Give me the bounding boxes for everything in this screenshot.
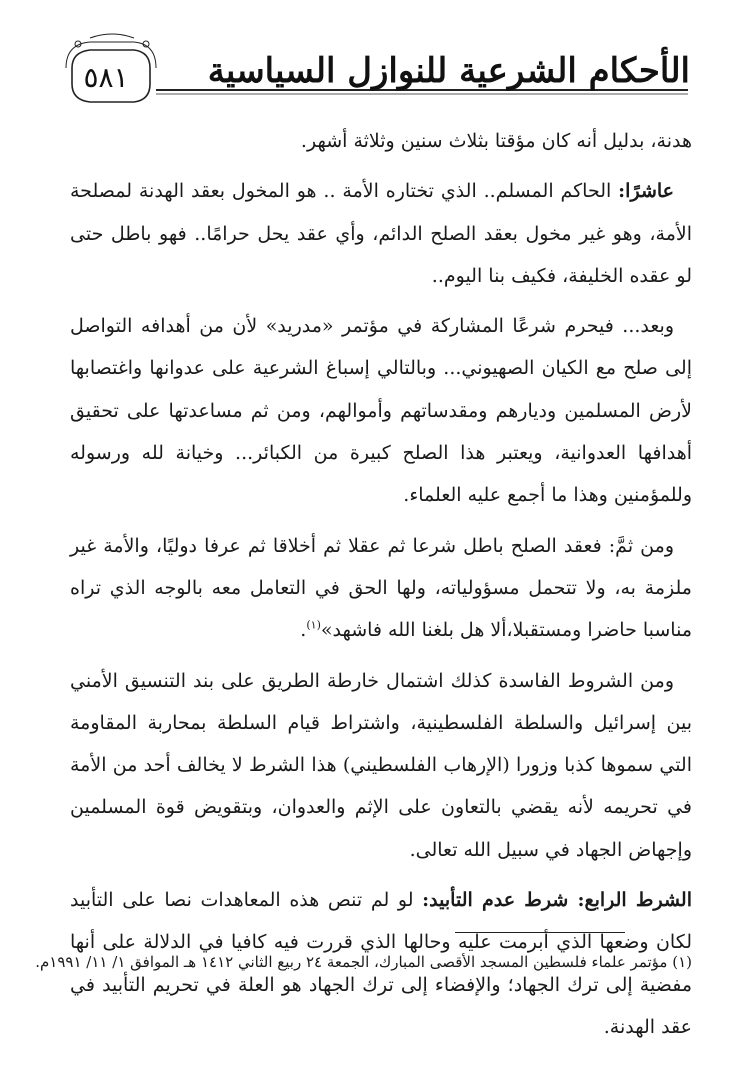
paragraph-text: ومن الشروط الفاسدة كذلك اشتمال خارطة الطريق على بند التنسيق الأمني بين إسرائيل والسلطة الفلسطينية، واشتراط قيام السلطة بمحاربة المقاومة التي سموها كذبا وزورا (الإرهاب الفلسطيني) هذا الشرط لا يخالف أحد من الأمة في تحريمه لأنه يقضي بالتعاون على الإثم والعدوان، وبتقويض قوة المسلمين وإجهاض الجهاد في سبيل الله تعالى. <box>70 669 692 861</box>
page-header <box>60 28 690 108</box>
paragraph-5 <box>70 660 692 871</box>
running-title: الأحكام الشرعية للنوازل السياسية <box>207 51 690 91</box>
paragraph-text: لو لم تنص هذه المعاهدات نصا على التأبيد لكان وضعها الذي أبرمت عليه وحالها الذي قررت فيه كافيا في الدلالة على أنها مفضية إلى ترك الجهاد؛ والإفضاء إلى ترك الجهاد هو العلة في تحريم التأبيد في عقد الهدنة. <box>70 889 692 1038</box>
footnote-reference: (١) <box>306 618 321 632</box>
page-number: ٥٨١ <box>83 61 129 94</box>
paragraph-1 <box>70 120 692 162</box>
body-text <box>35 120 692 1056</box>
paragraph-2 <box>70 170 692 297</box>
footnote-divider <box>455 932 625 933</box>
footnote: (١) مؤتمر علماء فلسطين المسجد الأقصى المبارك، الجمعة ٢٤ ربيع الثاني ١٤١٢ هـ الموافق ١/ ١١/ ١٩٩١م. <box>35 953 692 971</box>
paragraph-lead: عاشرًا: <box>618 180 674 203</box>
paragraph-text: هدنة، بدليل أنه كان مؤقتا بثلاث سنين وثلاثة أشهر. <box>300 130 692 152</box>
paragraph-lead: الشرط الرابع: شرط عدم التأبيد: <box>422 889 692 912</box>
paragraph-text: ومن ثمَّ: فعقد الصلح باطل شرعا ثم عقلا ثم أخلاقا ثم عرفا دوليًا، والأمة غير ملزمة به، ولا تتحمل مسؤولياته، ولها الحق في التعامل معه بالوجه الذي تراه مناسبا حاضرا ومستقبلا،ألا هل بلغنا الله فاشهد» <box>70 534 692 642</box>
paragraph-text: الحاكم المسلم.. الذي تختاره الأمة .. هو المخول بعقد الهدنة لمصلحة الأمة، وهو غير مخول بعقد الصلح الدائم، وأي عقد يحل حرامًا.. فهو باطل حتى لو عقده الخليفة، فكيف بنا اليوم.. <box>70 180 692 287</box>
paragraph-text: وبعد... فيحرم شرعًا المشاركة في مؤتمر «مدريد» لأن من أهدافه التواصل إلى صلح مع الكيان الصهيوني... وبالتالي إسباغ الشرعية على عدوانها واغتصابها لأرض المسلمين وديارهم ومقدساتهم وأموالهم، ومن ثم مساعدتها على تحقيق أهدافها العدوانية، ويعتبر هذا الصلح كبيرة من الكبائر... وخيانة لله ورسوله وللمؤمنين وهذا ما أجمع عليه العلماء. <box>70 315 692 507</box>
paragraph-3 <box>70 305 692 516</box>
paragraph-4: ومن ثمَّ: فعقد الصلح باطل شرعا ثم عقلا ثم أخلاقا ثم عرفا دوليًا، والأمة غير ملزمة به، ولا تتحمل مسؤولياته، ولها الحق في التعامل معه بالوجه الذي تراه مناسبا حاضرا ومستقبلا،ألا هل بلغنا الله فاشهد»$^{(١)}$. <box>70 534 692 642</box>
